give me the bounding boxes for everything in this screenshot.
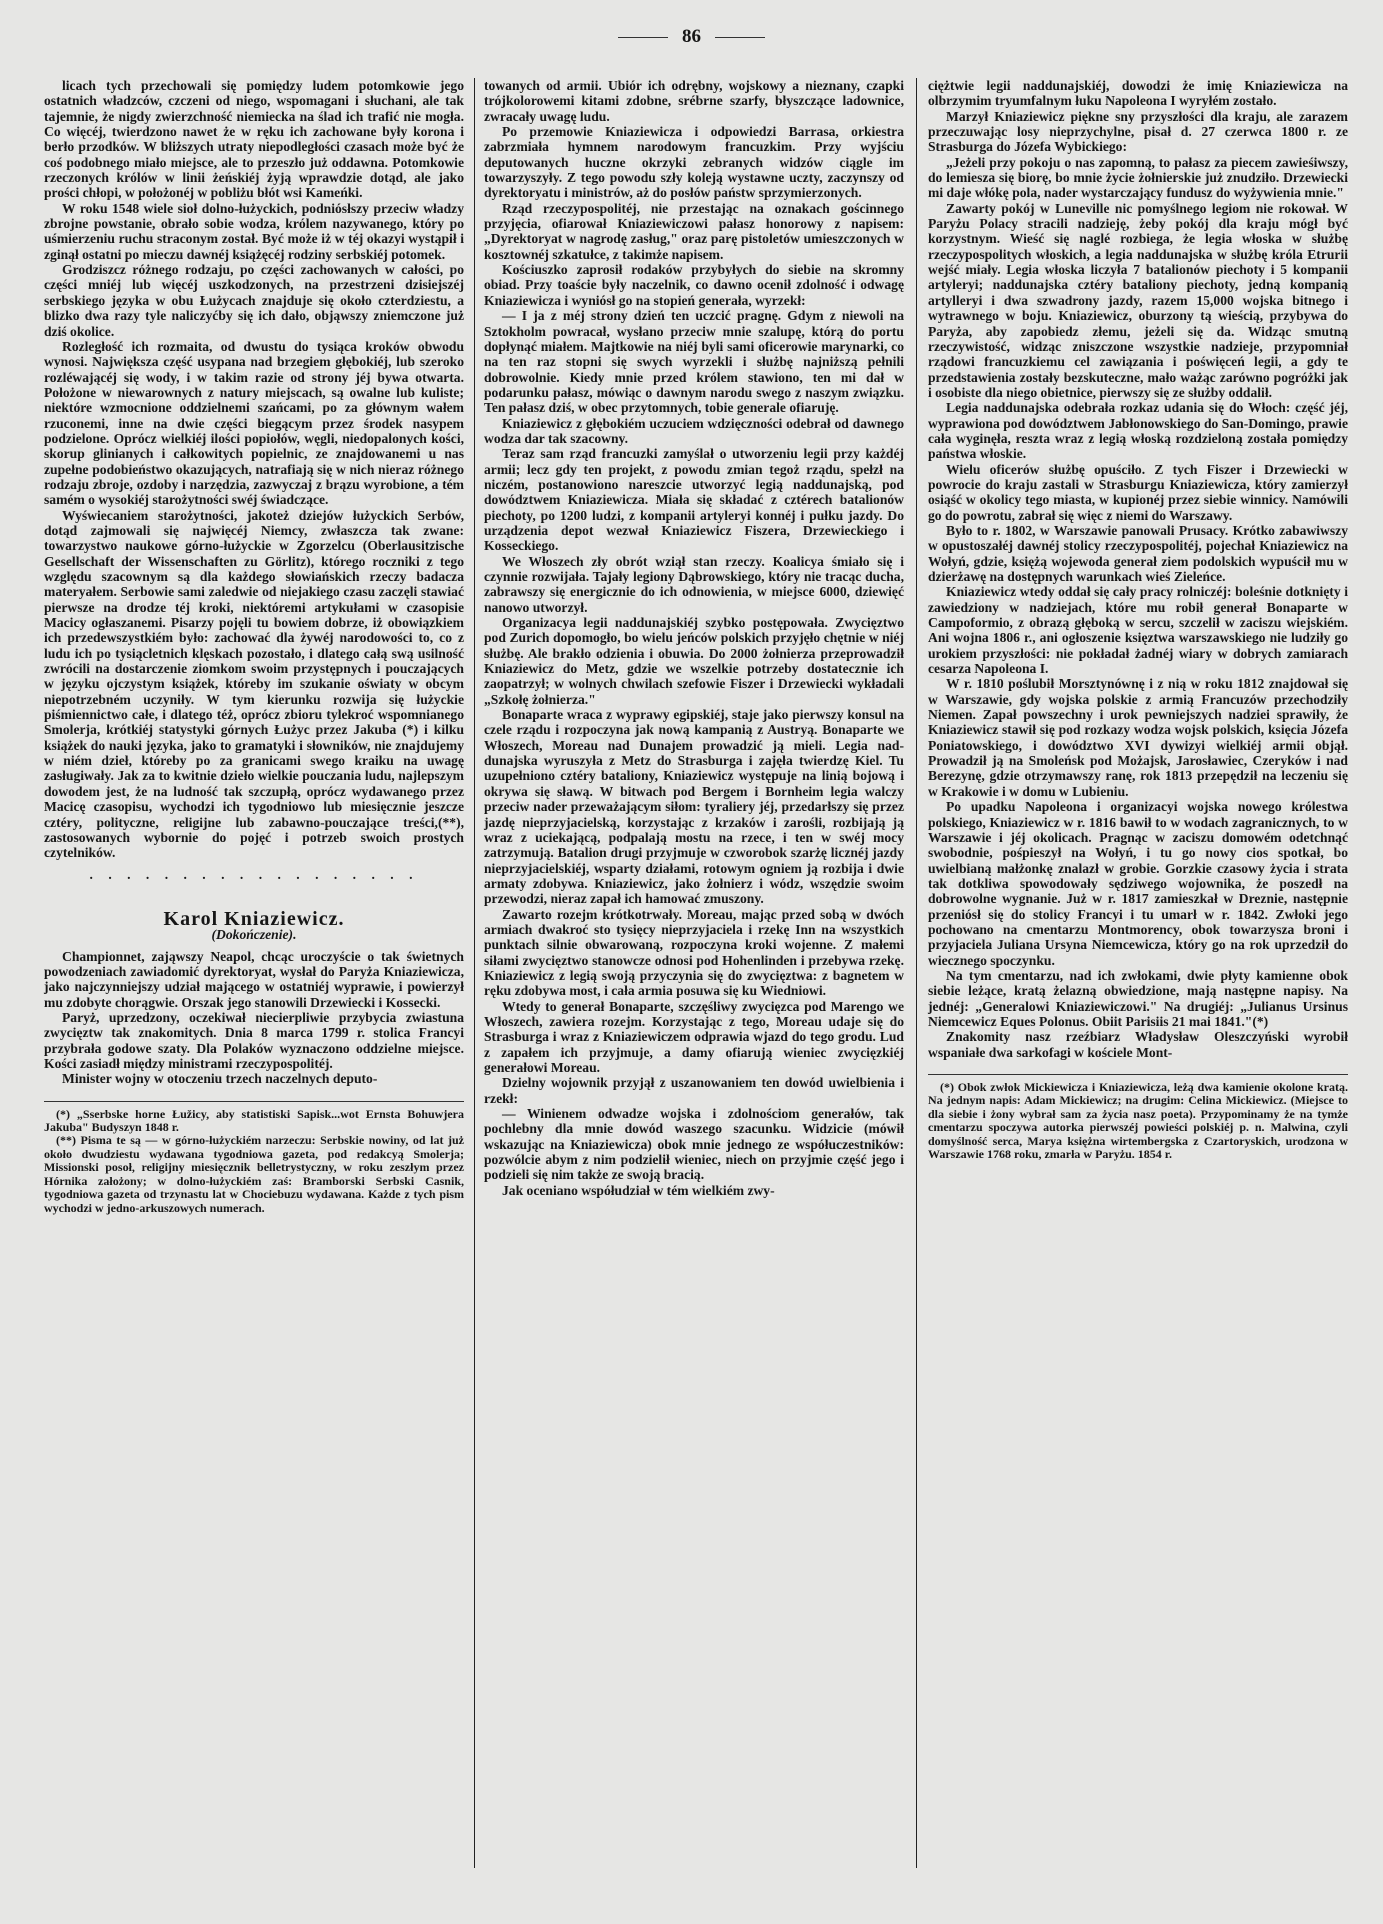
footnotes [44, 1101, 464, 1215]
paragraph: Teraz sam rząd francuzki zamyślał o utworzeniu legii przy każdéj armii; lecz gdy ten projekt, z powodu zmian tegoż rządu, spełzł na niczém, postanowiono nareszcie utworzyć legią naddunajską, pod dowództwem Kniaziewicza. Miała się składać z cztérech batalionów piechoty, po 1200 ludzi, z kompanii artyleryi konnéj i pułku jazdy. Do urządzenia depot wezwał Kniaziewicz Fiszera, Drzewieckiego i Kosseckiego. [484, 446, 904, 554]
paragraph: Wyświecaniem starożytności, jakoteż dziejów łużyckich Serbów, dotąd zajmowali się najwięcéj Niemcy, zwłaszcza tak zwane: towarzystwo naukowe górno-łużyckie w Zgorzelcu (Oberlausitzische Gesellschaft der Wissenschaften zu Görlitz), którego roczniki z tego względu szacownym są dla każdego słowiańskich rzeczy badacza materyałem. Serbowie sami zaledwie od niejakiego czasu zaczęli stawiać pierwsze na drodze téj kroki, niektóremi artykułami w czasopisie Macicy ogłaszanemi. Pisarzy pojęli tu bowiem dobrze, iż obowiązkiem ich przedewszystkiém było: zachować dla żywéj narodowości to, co z ludu ich po tysiącletnich klęskach pozostało, i dlatego całą swą usilność zwrócili na dostarczenie ziomkom swoim przystępnych i pouczających w języku ojczystym książek, któreby im szukanie oświaty w obcym niepotrzebném uczyniły. W tym kierunku rozwija się łużyckie piśmiennictwo całe, i dlatego téż, oprócz zbioru tylekroć wspomnianego Smolerja, krótkiéj statystyki górnych Łużyc przez Jakuba (*) i kilku książek do nauki języka, jako to gramatyki i słowników, nie znajdujemy w niém dzieł, któreby po za granicami swego kraiku na uwagę zasługiwały. Jak za to kwitnie dzieło wielkie pouczania ludu, najlepszym dowodem jest, że na ludność tak szczupłą, oprócz wydawanego przez Macicę czasopisu, wychodzi ich tygodniowo lub miesięcznie jeszcze cztéry, polityczne, religijne lub zabawno-pouczające treści,(**), zastosowanych wybornie do pojęć i potrzeb swoich prostych czytelników. [44, 507, 464, 861]
paragraph: Kościuszko zaprosił rodaków przybyłych do siebie na skromny obiad. Przy toaście były naczelnik, co dawno ocenił zdolność i odwagę Kniaziewicza i wyniósł go na stopień generała, wyrzekł: [484, 262, 904, 308]
paragraph: licach tych przechowali się pomiędzy ludem potomkowie jego ostatnich władzców, czczeni od niego, wspomagani i słuchani, ale tak tajemnie, że nigdy zwierzchność niemiecka na ślad ich trafić nie mogła. Co więcéj, twierdzono nawet że w ręku ich zachowane były korona i berło przodków. W bliższych utraty niepodległości czasach może być że coś podobnego miało miejsce, ale to przeszło już oddawna. Potomkowie rzeczonych królów w linii żeńskiéj żyją wprawdzie dotąd, ale jako prości chłopi, w położonéj w pobliżu błót wsi Kameńki. [44, 78, 464, 201]
paragraph: Wtedy to generał Bonaparte, szczęśliwy zwycięzca pod Marengo we Włoszech, zawiera rozejm. Korzystając z tego, Moreau udaje się do Strasburga i wraz z Kniaziewiczem odprawia wjazd do tego grodu. Lud z zapałem ich przyjmuje, a damy ofiarują wieniec zwycięzkiéj generałowi Moreau. [484, 998, 904, 1075]
paragraph: Po przemowie Kniaziewicza i odpowiedzi Barrasa, orkiestra zabrzmiała hymnem narodowym francuzkim. Przy wyjściu deputowanych huczne okrzyki zebranych widzów ciągle im towarzyszyły. Z tego powodu szły koleją wystawne uczty, zaczynszy od dyrektoryatu i ministrów, aż do posłów państw sprzymierzonych. [484, 124, 904, 201]
page-number: 86 [0, 26, 1383, 48]
paragraph: Na tym cmentarzu, nad ich zwłokami, dwie płyty kamienne obok siebie leżące, kratą żelazną obwiedzione, mają następne napisy. Na jednéj: „Generalowi Kniaziewiczowi." Na drugiéj: „Julianus Ursinus Niemcewicz Eques Polonus. Obiit Parisiis 21 mai 1841."(*) [928, 967, 1348, 1029]
column-3 [928, 78, 1348, 1161]
paragraph: Było to r. 1802, w Warszawie panowali Prusacy. Krótko zabawiwszy w opustoszałéj dawnéj stolicy rzeczypospolitéj, pojechał Kniaziewicz na Wołyń, gdzie, księżą wojewoda generał ziem podolskich wypuścił mu w dzierżawę na dostępnych warunkach wieś Zieleńce. [928, 522, 1348, 584]
paragraph: W r. 1810 poślubił Morsztynównę i z nią w roku 1812 znajdował się w Warszawie, gdy wojska polskie z armią Francuzów przechodziły Niemen. Zapał powszechny i urok pewniejszych nadziei sprawiły, że Kniaziewicz stawił się pod rozkazy wodza wojsk polskich, księcia Józefa Poniatowskiego, i dowództwo XVI dywizyi wielkiéj armii objął. Prowadził ją na Smoleńsk pod Możajsk, Jarosławiec, Czeryków i nad Berezynę, gdzie otrzymawszy ranę, rok 1813 przepędził na leczeniu się w Krakowie i w domu w Lubieniu. [928, 676, 1348, 799]
paragraph: Kniaziewicz z głębokiém uczuciem wdzięczności odebrał od dawnego wodza dar tak szacowny. [484, 415, 904, 446]
footnote: (**) Pisma te są — w górno-łużyckiém narzeczu: Serbskie nowiny, od lat już około dwudziestu wydawana tygodniowa gazeta, pod redakcyą Smolerja; Missionski posoł, religijny miesięcznik belletrystyczny, w roku zeszłym przez Hórnika założony; w dolno-łużyckiém zaś: Bramborski Serbski Casnik, tygodniowa gazeta od trzynastu lat w Chociebuzu wydawana. Każde z tych pism wychodzi w jedno-arkuszowych numerach. [44, 1133, 464, 1215]
column-divider [474, 78, 475, 1868]
paragraph: Po upadku Napoleona i organizacyi wojska nowego królestwa polskiego, Kniaziewicz w r. 1816 bawił to w wodach zagranicznych, to w Warszawie i jéj okolicach. Pragnąc w zaciszu domowém odetchnąć swobodnie, pośpieszył na Wołyń, i tu go nowy cios spotkał, bo uwielbianą małżonkę znalazł w grobie. Gorzkie czasowy życia i strata tak dotkliwa spowodowały sędziwego wojownika, że poszedł na dobrowolne wygnanie. Już w r. 1817 zamieszkał w Dreznie, następnie przeniósł się do stolicy Francyi i tu umarł w r. 1842. Zwłoki jego pochowano na cmentarzu Montmorency, obok towarzysza broni i przyjaciela Juliana Ursyna Niemcewicza, który go na rok uprzedził do wiecznego spoczynku. [928, 799, 1348, 968]
paragraph: Rząd rzeczypospolitéj, nie przestając na oznakach gościnnego przyjęcia, ofiarował Kniaziewiczowi pałasz honorowy z napisem: „Dyrektoryat w nagrodę zasług," oraz parę pistoletów umieszczonych w kosztownéj szkatułce, z takimże napisem. [484, 200, 904, 262]
paragraph: Legia naddunajska odebrała rozkaz udania się do Włoch: część jéj, wyprawiona pod dowództwem Jabłonowskiego do San-Domingo, prawie cała wyginęła, reszta wraz z legią włoską rozdzieloną została pomiędzy państwa włoskie. [928, 400, 1348, 462]
paragraph: Bonaparte wraca z wyprawy egipskiéj, staje jako pierwszy konsul na czele rządu i rozpoczyna jak nową kampanią z Austryą. Bonaparte we Włoszech, Moreau nad Dunajem prowadzić ją mieli. Legia nad-dunajska wyruszyła z Metz do Strasburga i zajęła twierdzę Kiel. Tu uzupełniono cztéry bataliony, Kniaziewicz występuje na linią bojową i okrywa się sławą. W bitwach pod Bergem i Bornheim legia walczy przeciw nader przeważającym siłom: tyraliery jéj, przedarłszy się przez jazdę nieprzyjacielską, korzystając z krzaków i zarośli, rozbijają ją wraz z uciekającą, podpalają mostu na rzece, i ten w swéj mocy zatrzymują. Batalion drugi przyjmuje w czworobok szarżę licznéj jazdy nieprzyjacielskiéj, wsparty działami, rotowym ogniem ją rozbija i dwie armaty zdobywa. Kniaziewicz, jako żołnierz i wódz, wszędzie swoim przewodzi, nieraz zapał ich hamować zmuszony. [484, 707, 904, 907]
column-divider [916, 78, 917, 1868]
paragraph: — I ja z méj strony dzień ten uczcić pragnę. Gdym z niewoli na Sztokholm powracał, wysłano przeciw mnie szalupę, którą do portu dopłynąć miałem. Majtkowie na niéj byli sami oficerowie marynarki, co na ten raz stopni się swych wyrzekli i służbę najniższą pełnili dobrowolnie. Kiedy mnie przed królem stawiono, ten mi dał w podarunku pałasz, mówiąc o dawnym narodu swego z naszym związku. Ten pałasz dziś, w obec przytomnych, tobie generale ofiaruję. [484, 308, 904, 416]
paragraph: Championnet, zająwszy Neapol, chcąc uroczyście o tak świetnych powodzeniach zawiadomić dyrektoryat, wysłał do Paryża Kniaziewicza, jako najczynniejszy udział mającego w ostatniéj wyprawie, i powierzył mu zdobyte chorągwie. Orszak jego stanowili Drzewiecki i Kossecki. [44, 948, 464, 1010]
article-subtitle: (Dokończenie). [211, 927, 297, 943]
paragraph: We Włoszech zły obrót wziął stan rzeczy. Koalicya śmiało się i czynnie rozwijała. Tajały legiony Dąbrowskiego, który nie tracąc ducha, zabrawszy się energicznie do ich odnowienia, w miejsce 6000, dziewięć nanowo utworzył. [484, 553, 904, 615]
paragraph: — Winienem odwadze wojska i zdolnościom generałów, tak pochlebny dla mnie dowód waszego szacunku. Widzicie (mówił wskazując na Kniaziewicza) obok mnie jednego ze współuczestników: pozwólcie abym z nim podzielił wieniec, niech on przyjmie część jego i podzieli się nim także ze swoją bracią. [484, 1106, 904, 1183]
footnote: (*) Obok zwłok Mickiewicza i Kniaziewicza, leżą dwa kamienie okolone kratą. Na jednym napis: Adam Mickiewicz; na drugim: Celina Mickiewicz. (Miejsce to dla siebie i żony wybrał sam za życia nasz poeta). Przypominamy że na tymże cmentarzu spoczywa autorka pierwszéj powieści polskiéj p. n. Malwina, czyli domyślność serca, Marya księżna wirtembergska z Czartoryskich, urodzona w Warszawie 1768 roku, zmarła w Paryżu. 1854 r. [928, 1080, 1348, 1162]
paragraph: Kniaziewicz wtedy oddał się cały pracy rolniczéj: boleśnie dotknięty i zawiedziony w nadziejach, które mu robił generał Bonaparte w Campoformio, z obrazą głęboką w sercu, szczelił w zaciszu wiejskiém. Ani wojna 1806 r., ani ogłoszenie księztwa warszawskiego nie ludziły go urokiem przyszłości: nie pokładał żadnéj wiary w dobrych zamiarach cesarza Napoleona I. [928, 584, 1348, 677]
paragraph: „Jeżeli przy pokoju o nas zapomną, to pałasz za piecem zawieśiwszy, do lemiesza się biorę, bo mnie życie żołnierskie już znudziło. Drzewiecki mi daje włókę pola, nader wystarczający fundusz do wyżywienia mnie." [928, 154, 1348, 201]
paragraph: Rozległość ich rozmaita, od dwustu do tysiąca kroków obwodu wynosi. Największa część usypana nad brzegiem głębokiéj, lub szeroko rozléwającéj się wody, i w takim razie od strony jéj bywa otwarta. Położone w niewarownych z natury miejscach, są owalne lub kuliste; niektóre wzmocnione oddzielnemi szańcami, po za głównym wałem rzuconemi, inne na dwie części biegącym przez środek nasypem podzielone. Oprócz wielkiéj ilości popiołów, węgli, niedopalonych kości, skorup glinianych i całkowitych popielnic, ze znajdowanemi u nas zupełne podobieństwo okazujących, natrafiają się w nich nieraz różnego rodzaju zbroje, ozdoby i narzędzia, zazwyczaj z brązu wyrobione, a tém samém o wysokiéj starożytności swéj świadczące. [44, 338, 464, 508]
paragraph: Znakomity nasz rzeźbiarz Władysław Oleszczyński wyrobił wspaniałe dwa sarkofagi w kościele Mont- [928, 1029, 1348, 1060]
paragraph: Marzył Kniaziewicz piękne sny przyszłości dla kraju, ale zarazem przeczuwając losy nieprzychylne, pisał d. 27 czerwca 1800 r. ze Strasburga do Józefa Wybickiego: [928, 108, 1348, 155]
paragraph: Zawarty pokój w Luneville nic pomyślnego legiom nie rokował. W Paryżu Polacy stracili nadzieję, żeby pokój dla kraju mógł być korzystnym. Wieść się naglé rozbiega, że legia włoska w służbę rzeczypospolitych włoskich, a legia naddunajska w służbę króla Etrurii wejść miały. Legia włoska liczyła 7 batalionów piechoty i 5 kompanii artyleryi; naddunajska cztéry bataliony piechoty, jedną kompanią artylleryi i dwa szwadrony jazdy, razem 15,000 wojska bitnego i wytrawnego w boju. Kniaziewicz, oburzony tą wieścią, przybywa do Paryża, aby zapobiedz złemu, jeżeli się da. Widząc smutną rzeczywistość, widząc zniszczone wszystkie nadzieje, przypomniał rządowi francuzkiemu cel zawiązania i poświęceń legii, a gdy te przedstawienia zostały bezskuteczne, mało ważąc zarówno pogróżki jak i osobiste dla niego obietnice, pierwszy się ze służby oddalił. [928, 200, 1348, 400]
paragraph: Organizacya legii naddunajskiéj szybko postępowała. Zwycięztwo pod Zurich dopomogło, bo wielu jeńców polskich przyjęło chętnie w niéj służbę. Ale brakło odzienia i obuwia. Do 2000 żołnierza przeprowadził Kniaziewicz do Metz, gdzie we wszelkie potrzeby dostatecznie ich zaopatrzył; w wolnych chwilach szefowie Fiszer i Drzewiecki wykładali „Szkołę żołnierza." [484, 615, 904, 707]
paragraph: Zawarto rozejm krótkotrwały. Moreau, mając przed sobą w dwóch armiach dwakroć sto tysięcy nieprzyjaciela i rzekę Inn na wszystkich punktach silnie obwarowaną, rozpoczyna kroki wojenne. Z małemi siłami zwycięztwo stanowcze odnosi pod Hohenlinden i przebywa rzekę. Kniaziewicz z legią swoją przyczynia się do zwycięztwa: z bagnetem w ręku zdobywa most, i cała armia posuwa się ku Wiedniowi. [484, 906, 904, 999]
column-1 [44, 78, 464, 1215]
paragraph: Jak oceniano współudział w tém wielkiém zwy- [502, 1182, 775, 1198]
paragraph: Grodziszcz różnego rodzaju, po części zachowanych w całości, po części mniéj lub więcéj uszkodzonych, na przestrzeni dzisiejszéj serbskiego języka w obu Łużycach znajduje się około czterdziestu, a blizko dwa razy tyle naliczyćby się ich dało, objąwszy zniemczone już dziś okolice. [44, 262, 464, 339]
paragraph: W roku 1548 wiele sioł dolno-łużyckich, podniósłszy przeciw władzy zbrojne powstanie, obrało sobie wodza, królem nazywanego, który po uśmierzeniu ruchu straconym został. Być może iż w téj okazyi wystąpił i zginął ostatni po mieczu dawnéj książęcéj rodziny serbskiéj potomek. [44, 200, 464, 262]
footnotes [928, 1074, 1348, 1161]
paragraph: Paryż, uprzedzony, oczekiwał niecierpliwie przybycia zwiastuna zwycięztw tak znakomitych. Dnia 8 marca 1799 r. stolica Francyi przybrała godowe szaty. Dla Polaków wyznaczono oddzielne miejsce. Kości zasiadł między ministrami rzeczypospolitéj. [44, 1009, 464, 1071]
article-title: Karol Kniaziewicz. [163, 907, 345, 930]
footnote: (*) „Sserbske horne Łužicy, aby statistiski Sapisk...wot Ernsta Bohuwjera Jakuba" Budyszyn 1848 r. [44, 1106, 464, 1135]
paragraph: Minister wojny w otoczeniu trzech naczelnych deputo- [62, 1071, 378, 1087]
paragraph: Dzielny wojownik przyjął z uszanowaniem ten dowód uwielbienia i rzekł: [484, 1075, 904, 1106]
column-2 [484, 78, 904, 1198]
paragraph: towanych od armii. Ubiór ich odrębny, wojskowy a nieznany, czapki trójkolorowemi kitami zdobne, srébrne szarfy, błyszczące ladownice, zwracały uwagę ludu. [484, 78, 904, 124]
paragraph: ciężtwie legii naddunajskiéj, dowodzi że imię Kniaziewicza na olbrzymim tryumfalnym łuku Napoleona I wyryłém zostało. [928, 78, 1348, 109]
paragraph: Wielu oficerów służbę opuściło. Z tych Fiszer i Drzewiecki w powrocie do kraju zastali w Strasburgu Kniaziewicza, który zamierzył osiąść w okolicy tego miasta, w kupionéj przez siebie winnicy. Namówili go do powrotu, zabrał się więc z niemi do Warszawy. [928, 461, 1348, 523]
section-separator: . . . . . . . . . . . . . . . . . . [89, 866, 419, 882]
